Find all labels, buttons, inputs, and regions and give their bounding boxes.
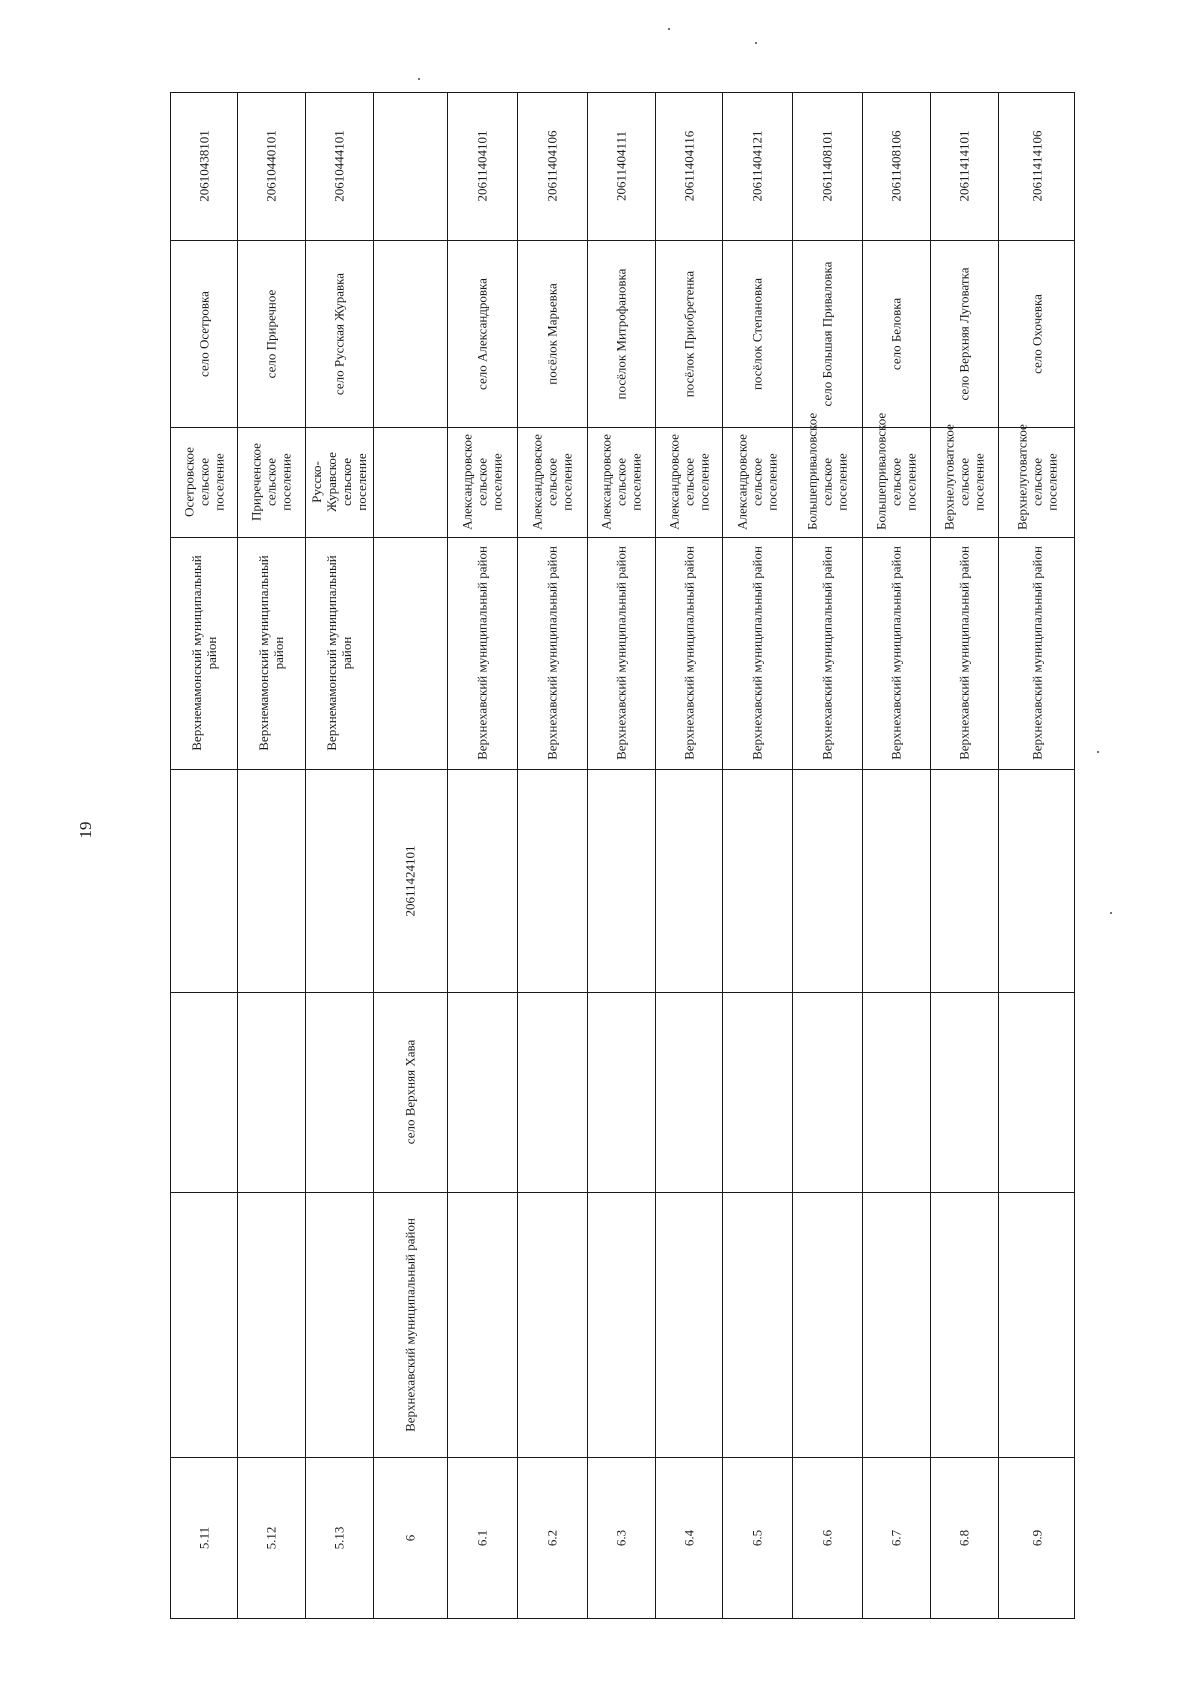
cell-text: посёлок Марьевка [544,282,560,385]
cell-locality [792,240,862,427]
cell-text: 20610438101 [196,130,211,202]
cell-settlement [998,424,1075,537]
cell-no [517,1457,587,1619]
settlements-table [170,92,1075,1619]
scan-speck [418,78,420,80]
scan-speck [1097,751,1099,753]
cell-center [998,992,1075,1192]
cell-settlement [373,427,447,537]
cell-municipality [998,537,1075,769]
cell-text: Александровское сельское поселение [666,434,711,530]
cell-text: Осетровское сельское поселение [181,447,226,517]
cell-oktmo [862,92,930,240]
cell-text: село Александровка [474,277,490,390]
cell-district [998,1192,1075,1457]
cell-code [998,769,1075,992]
cell-locality [373,240,447,427]
cell-text: 20610440101 [263,130,279,202]
cell-text: 20611404116 [681,130,696,202]
cell-municipality [862,537,930,769]
cell-municipality [373,537,447,769]
cell-no [305,1457,373,1619]
cell-text: 5.11 [196,1526,211,1550]
cell-center [373,992,447,1192]
cell-text: Верхнехавский муниципальный район [819,546,835,760]
cell-text: Верхнехавский муниципальный район [888,546,904,760]
cell-municipality [722,537,792,769]
cell-locality [517,240,587,427]
cell-code [792,769,862,992]
cell-district [237,1192,305,1457]
cell-text: 20611404111 [613,130,629,202]
cell-text: 6.7 [888,1529,904,1547]
cell-municipality [655,537,722,769]
cell-text: село Беловка [888,297,904,370]
cell-district [862,1192,930,1457]
cell-text: 6.3 [613,1529,629,1547]
cell-locality [862,240,930,427]
cell-no [237,1457,305,1619]
cell-oktmo [655,92,722,240]
cell-oktmo [237,92,305,240]
cell-municipality [792,537,862,769]
cell-district [170,1192,237,1457]
cell-text: 6.1 [474,1529,490,1547]
cell-text: 6.2 [544,1529,560,1547]
cell-municipality [170,537,237,769]
cell-district [930,1192,998,1457]
cell-text: Верхнехавский муниципальный район [613,546,629,760]
cell-municipality [237,537,305,769]
cell-center [862,992,930,1192]
cell-text: Верхнехавский муниципальный район [956,546,972,760]
cell-settlement [722,427,792,537]
cell-text: Александровское сельское поселение [734,434,780,530]
cell-center [237,992,305,1192]
cell-text: Александровское сельское поселение [459,434,505,530]
cell-municipality [305,537,373,769]
cell-text: посёлок Приобретенка [681,270,696,397]
cell-text: 20611404106 [544,130,560,202]
cell-district [792,1192,862,1457]
cell-settlement [237,427,305,537]
cell-no [998,1457,1075,1619]
cell-text: Большеприваловское сельское поселение [804,412,850,530]
cell-settlement [170,427,237,537]
cell-center [587,992,655,1192]
cell-text: Верхнехавский муниципальный район [681,546,696,760]
cell-center [792,992,862,1192]
cell-text: 5.13 [331,1526,347,1550]
cell-no [792,1457,862,1619]
cell-text: 6.6 [819,1529,835,1547]
cell-text: 20611424101 [402,844,418,917]
cell-text: посёлок Митрофановка [613,268,629,399]
cell-oktmo [722,92,792,240]
cell-oktmo [792,92,862,240]
cell-oktmo [170,92,237,240]
cell-oktmo [517,92,587,240]
cell-text: Александровское сельское поселение [598,434,644,530]
cell-settlement [517,427,587,537]
cell-text: Верхнехавский муниципальный район [544,546,560,760]
cell-no [447,1457,517,1619]
cell-no [655,1457,722,1619]
cell-settlement [792,412,862,537]
cell-no [587,1457,655,1619]
cell-text: Верхнелуговатское сельское поселение [1014,424,1059,530]
cell-text: Верхнехавский муниципальный район [402,1217,418,1432]
cell-locality [237,240,305,427]
cell-no [930,1457,998,1619]
cell-text: Верхнехавский муниципальный район [1029,546,1044,760]
cell-district [373,1192,447,1457]
cell-text: Приреченское сельское поселение [248,443,294,521]
cell-oktmo [998,92,1075,240]
cell-text: Верхнелуговатское сельское поселение [941,424,987,530]
cell-district [447,1192,517,1457]
cell-text: посёлок Степановка [749,277,765,390]
cell-text: Большеприваловское сельское поселение [873,412,919,530]
cell-municipality [930,537,998,769]
cell-code [722,769,792,992]
cell-locality [305,240,373,427]
cell-text: Верхнехавский муниципальный район [749,546,765,760]
cell-text: 20611414101 [956,130,972,202]
cell-oktmo [587,92,655,240]
cell-text: 6.9 [1029,1529,1044,1547]
cell-text: 20611414106 [1029,130,1044,202]
cell-text: Верхнемамонский муниципальный район [188,555,219,751]
cell-code [305,769,373,992]
cell-text: 20611404121 [749,130,765,202]
cell-locality [722,240,792,427]
cell-text: село Осетровка [196,290,211,377]
cell-center [447,992,517,1192]
cell-center [170,992,237,1192]
cell-oktmo [447,92,517,240]
cell-oktmo [930,92,998,240]
cell-code [930,769,998,992]
scan-speck [668,28,670,30]
cell-settlement [862,412,930,537]
cell-locality [998,240,1075,427]
cell-code [447,769,517,992]
cell-code [862,769,930,992]
cell-text: 6.8 [956,1529,972,1547]
cell-district [587,1192,655,1457]
cell-center [930,992,998,1192]
cell-text: село Большая Приваловка [819,261,835,406]
cell-locality [655,240,722,427]
cell-text: 6.5 [749,1529,765,1547]
cell-locality [930,240,998,427]
cell-municipality [517,537,587,769]
cell-oktmo [305,92,373,240]
cell-center [722,992,792,1192]
cell-district [722,1192,792,1457]
cell-text: село Охочевка [1029,293,1044,374]
cell-settlement [447,427,517,537]
cell-text: 6.4 [681,1529,696,1547]
cell-no [373,1457,447,1619]
cell-text: 20611404101 [474,130,490,202]
scan-speck [755,42,757,44]
cell-municipality [587,537,655,769]
cell-text: Верхнемамонский муниципальный район [256,555,286,751]
page-number: 19 [76,821,95,839]
cell-text: 5.12 [263,1526,279,1550]
cell-settlement [655,427,722,537]
cell-code [517,769,587,992]
cell-text: 20610444101 [331,130,347,202]
cell-settlement [305,427,373,537]
cell-code [587,769,655,992]
cell-municipality [447,537,517,769]
cell-district [655,1192,722,1457]
cell-text: Александровское сельское поселение [529,434,575,530]
cell-settlement [930,424,998,537]
cell-no [170,1457,237,1619]
cell-no [722,1457,792,1619]
cell-code [655,769,722,992]
cell-locality [587,240,655,427]
cell-locality [447,240,517,427]
cell-text: 6 [402,1534,418,1542]
cell-text: село Верхняя Луговатка [956,266,972,401]
cell-text: село Русская Журавка [331,272,347,395]
cell-code [170,769,237,992]
cell-text: Русско-Журавское сельское поселение [309,452,369,512]
scan-speck [1110,912,1112,914]
cell-text: село Приречное [263,289,279,378]
cell-text: Верхнехавский муниципальный район [474,546,490,760]
cell-center [305,992,373,1192]
cell-text: 20611408106 [888,130,904,202]
cell-district [305,1192,373,1457]
cell-center [517,992,587,1192]
cell-no [862,1457,930,1619]
cell-district [517,1192,587,1457]
cell-text: Верхнемамонский муниципальный район [324,555,354,751]
cell-text: 20611408101 [819,130,835,202]
cell-settlement [587,427,655,537]
cell-center [655,992,722,1192]
cell-text: село Верхняя Хава [402,1039,418,1145]
cell-code [237,769,305,992]
cell-oktmo [373,92,447,240]
cell-locality [170,240,237,427]
cell-code [373,769,447,992]
